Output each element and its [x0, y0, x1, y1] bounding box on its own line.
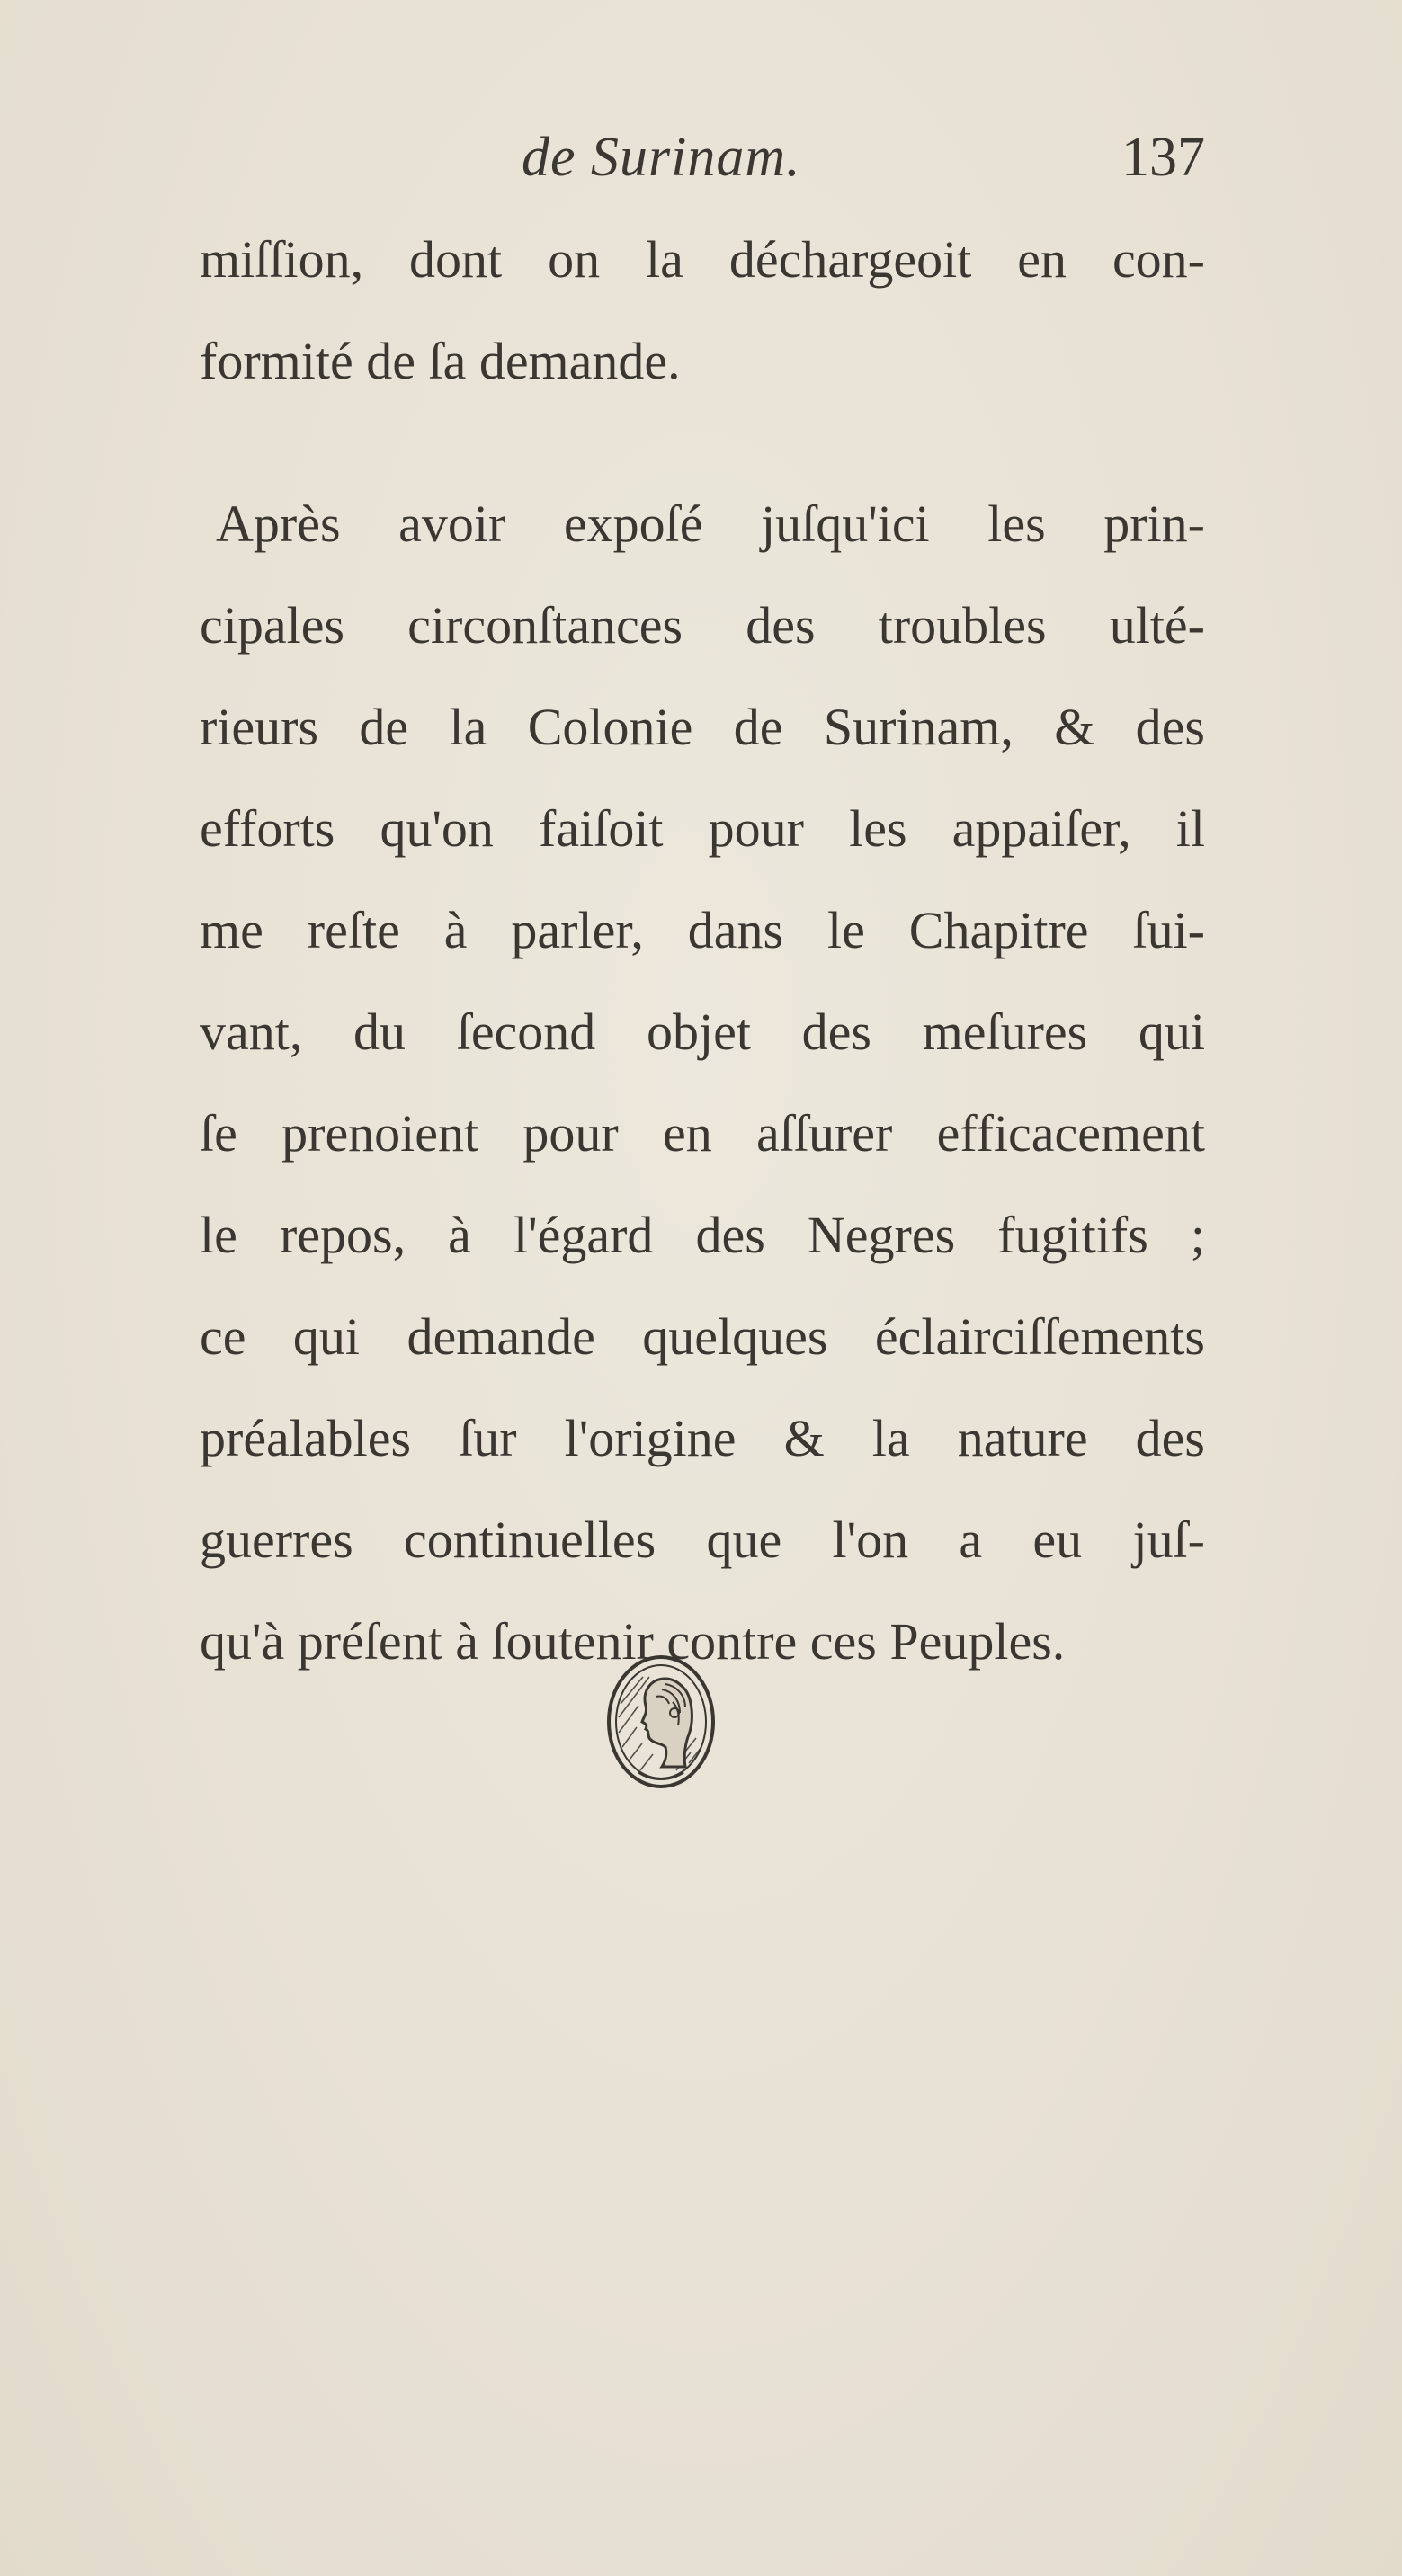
text-line: rieurs de la Colonie de Surinam, & des — [200, 698, 1205, 756]
text-line: ce qui demande quelques éclairciſſements — [200, 1307, 1205, 1366]
text-line: guerres continuelles que l'on a eu juſ- — [200, 1511, 1205, 1569]
text-line: me reſte à parler, dans le Chapitre ſui- — [200, 901, 1205, 959]
paragraph-1 — [200, 209, 1205, 412]
cameo-vignette-icon — [603, 1650, 719, 1794]
paragraph-2 — [200, 473, 1205, 1692]
paragraph-gap — [200, 412, 1205, 473]
text-line: qu'à préſent à ſoutenir contre ces Peuples. — [200, 1612, 1066, 1671]
text-line: miſſion, dont on la déchargeoit en con- — [200, 230, 1205, 289]
text-line: ſe prenoient pour en aſſurer efficacement — [200, 1104, 1205, 1163]
running-head — [522, 126, 1205, 198]
text-line: le repos, à l'égard des Negres fugitifs ; — [200, 1206, 1205, 1264]
text-line: efforts qu'on faiſoit pour les appaiſer, il — [200, 799, 1205, 858]
running-title: de Surinam. — [522, 127, 801, 188]
body-text — [200, 209, 1205, 1692]
text-line: cipales circonſtances des troubles ulté- — [200, 596, 1205, 655]
text-line: préalables ſur l'origine & la nature des — [200, 1409, 1205, 1467]
text-line: formité de ſa demande. — [200, 332, 681, 390]
text-line: Après avoir expoſé juſqu'ici les prin- — [216, 495, 1205, 553]
page-number: 137 — [1121, 127, 1205, 188]
text-line: vant, du ſecond objet des meſures qui — [200, 1003, 1205, 1061]
